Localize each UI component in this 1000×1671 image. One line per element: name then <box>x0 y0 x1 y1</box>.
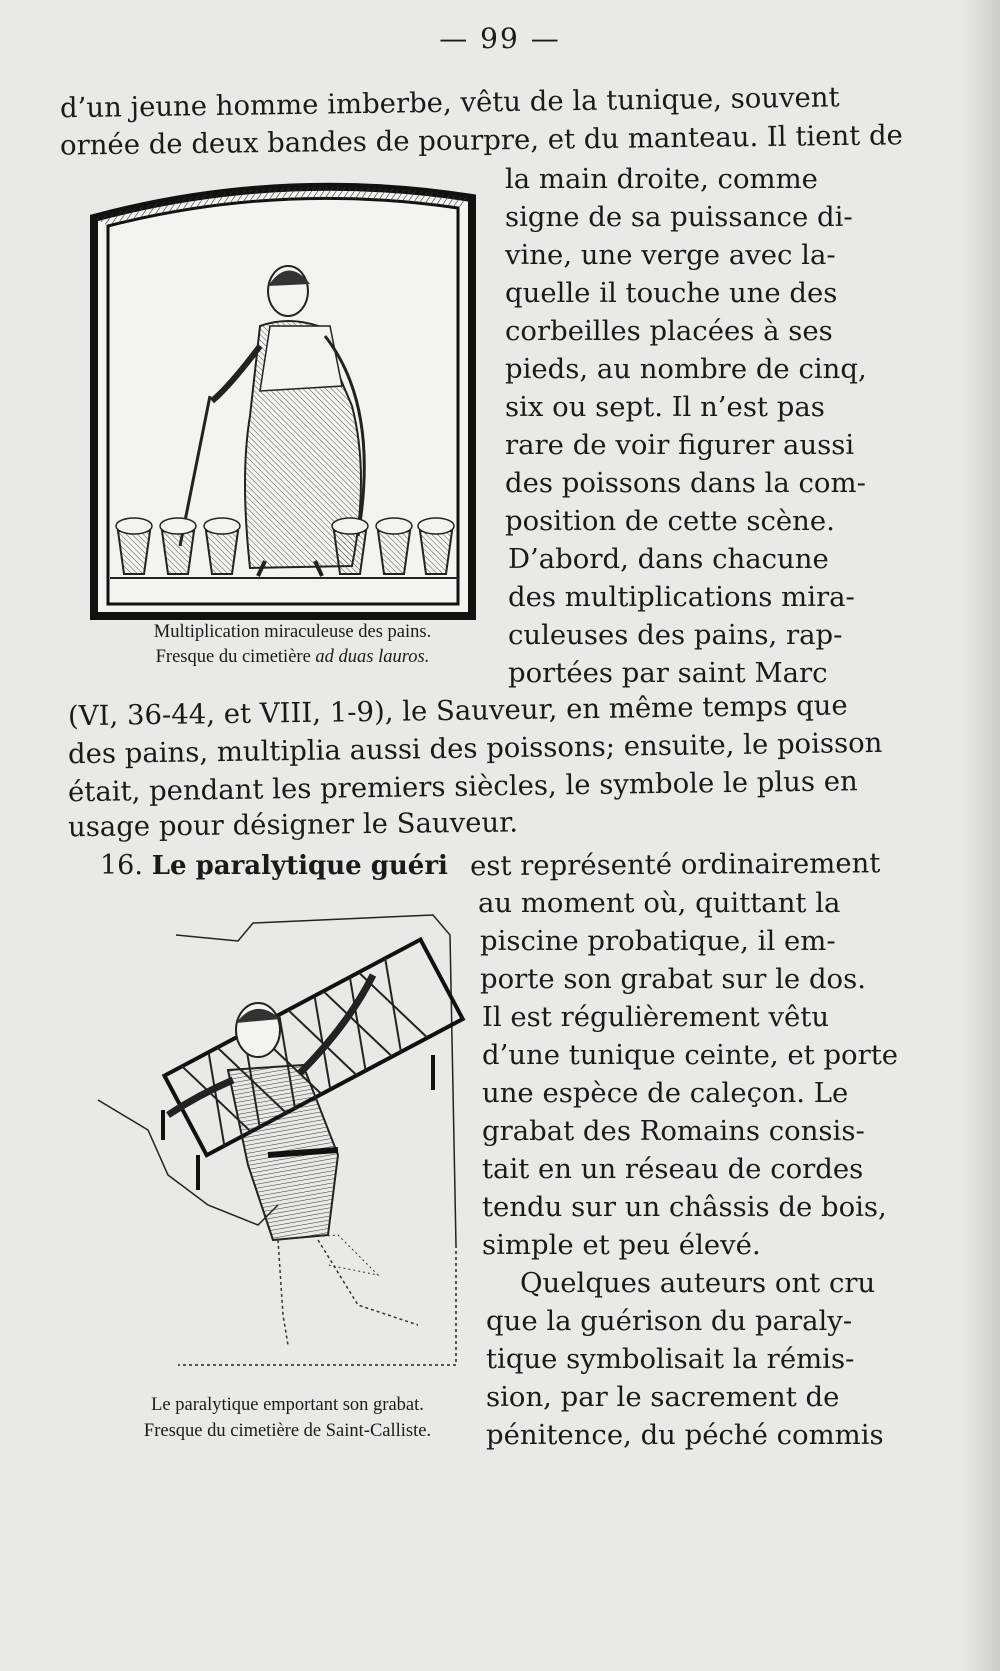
text-line: piscine probatique, il em- <box>480 925 836 957</box>
figure-2-caption-line-2: Fresque du cimetière de Saint-Calliste. <box>143 1421 432 1441</box>
text-line: est représenté ordinairement <box>469 847 881 883</box>
text-line: rare de voir figurer aussi <box>505 429 855 461</box>
figure-multiplication-loaves <box>90 176 480 626</box>
text-line: culeuses des pains, rap- <box>508 619 843 651</box>
text-line: (VI, 36-44, et VIII, 1-9), le Sauveur, en même temps que <box>67 689 848 733</box>
figure-1-caption-line-2 <box>100 645 485 669</box>
text-line: était, pendant les premiers siècles, le symbole le plus en <box>67 765 858 809</box>
engraving-paralytic <box>88 905 468 1375</box>
text-line: d’une tunique ceinte, et porte <box>482 1039 899 1071</box>
section-number: 16. <box>100 850 143 881</box>
text-line: tique symbolisait la rémis- <box>486 1343 855 1375</box>
figure-1-caption-line-1: Multiplication miraculeuse des pains. <box>153 622 432 642</box>
text-line: une espèce de caleçon. Le <box>482 1077 849 1109</box>
text-line: au moment où, quittant la <box>478 887 841 919</box>
text-line: vine, une verge avec la- <box>505 239 836 271</box>
text-line: quelle il touche une des <box>505 277 838 309</box>
text-line: corbeilles placées à ses <box>505 315 833 347</box>
text-line: des pains, multiplia aussi des poissons; ensuite, le poisson <box>67 726 883 771</box>
section-title: Le paralytique guéri <box>151 851 448 881</box>
text-line: signe de sa puissance di- <box>505 201 853 233</box>
figure-paralytic-bed <box>88 905 468 1375</box>
text-line: la main droite, comme <box>505 163 818 195</box>
text-line: position de cette scène. <box>505 505 835 537</box>
caption-text: Fresque du cimetière <box>155 647 316 667</box>
text-line: portées par saint Marc <box>508 657 828 689</box>
text-line: tait en un réseau de cordes <box>482 1153 864 1185</box>
text-line: D’abord, dans chacune <box>508 543 829 575</box>
figure-2-caption-line-1: Le paralytique emportant son grabat. <box>151 1395 424 1415</box>
text-line: pieds, au nombre de cinq, <box>505 353 867 385</box>
text-line: porte son grabat sur le dos. <box>480 963 866 995</box>
section-heading <box>100 848 480 883</box>
text-line: sion, par le sacrement de <box>486 1381 840 1413</box>
text-line: grabat des Romains consis- <box>482 1115 865 1147</box>
text-line: six ou sept. Il n’est pas <box>505 391 825 423</box>
text-line: que la guérison du paraly- <box>486 1305 853 1337</box>
text-line: Il est régulièrement vêtu <box>482 1001 830 1033</box>
text-line: des poissons dans la com- <box>505 467 866 499</box>
text-line: usage pour désigner le Sauveur. <box>67 806 519 844</box>
text-line: d’un jeune homme imberbe, vêtu de la tunique, souvent <box>59 81 840 125</box>
engraving-multiplication <box>90 176 480 626</box>
text-line: pénitence, du péché commis <box>486 1419 884 1451</box>
page-number: — 99 — <box>439 22 561 55</box>
text-line: tendu sur un châssis de bois, <box>482 1191 887 1223</box>
text-line: ornée de deux bandes de pourpre, et du manteau. Il tient de <box>59 119 904 162</box>
text-line: Quelques auteurs ont cru <box>520 1267 876 1299</box>
caption-italic-text: ad duas lauros. <box>315 647 430 667</box>
text-line: des multiplications mira- <box>508 581 855 613</box>
text-line: simple et peu élevé. <box>482 1229 761 1261</box>
